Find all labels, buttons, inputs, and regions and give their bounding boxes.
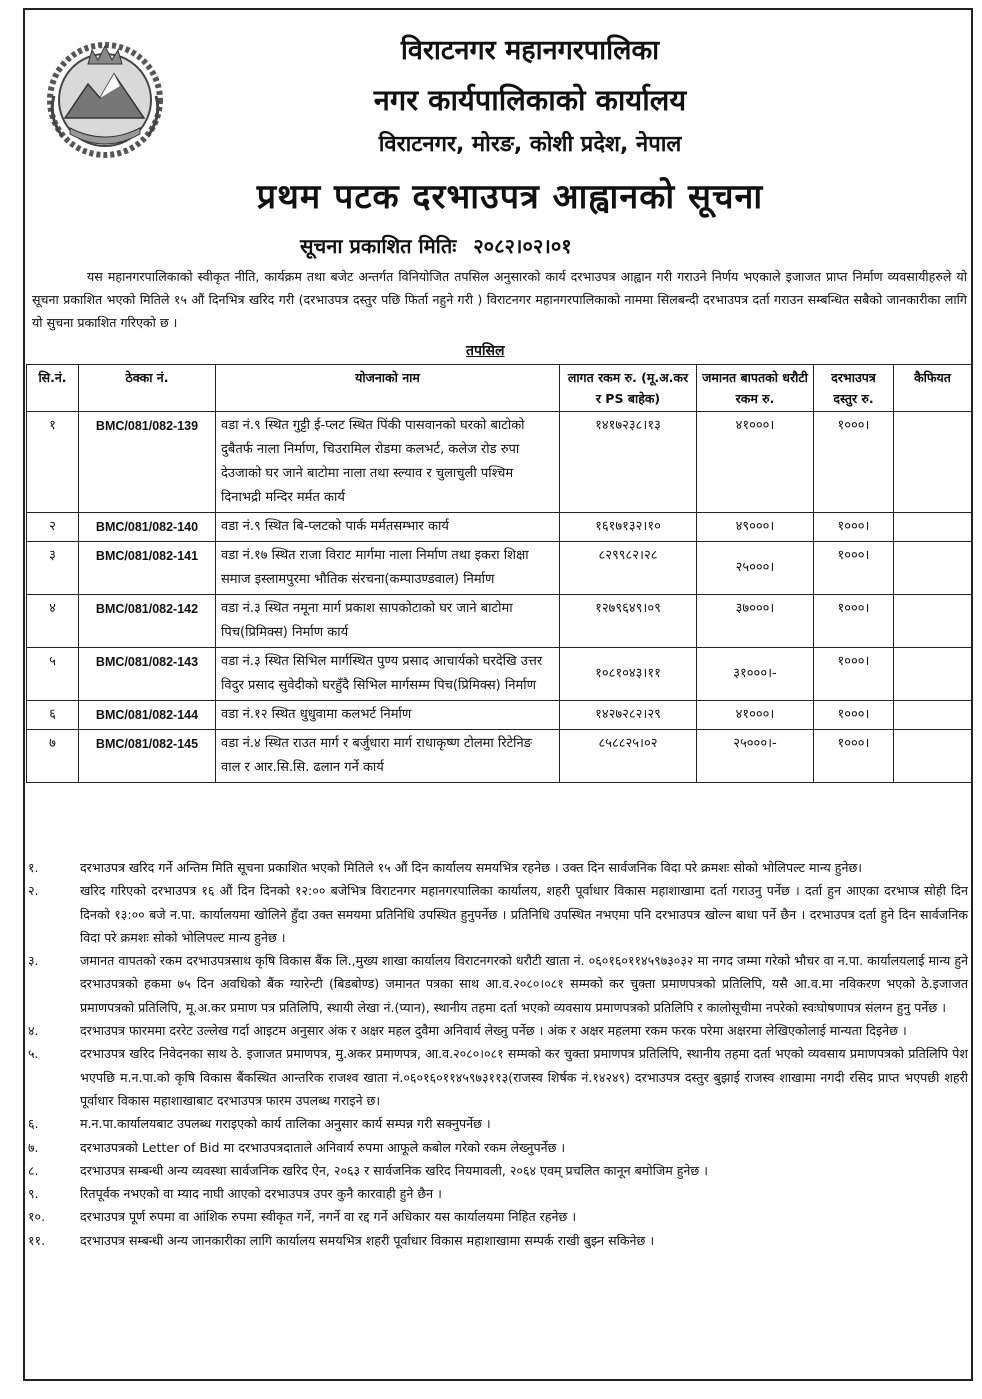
row-sn: १ bbox=[27, 412, 79, 513]
row-fee: १०००। bbox=[814, 701, 894, 730]
notice-title: प्रथम पटक दरभाउपत्र आह्वानको सूचना bbox=[256, 177, 764, 217]
row-project-name: वडा नं.९ स्थित गुट्टी ई-प्लट स्थित पिंकी पासवानको घरको बाटोको दुबैतर्फ नाला निर्माण, चिउरामिल रोडमा कलभर्ट, कलेज रोड रुपा देउजाको घर जाने बाटोमा नाला तथा स्ल्याव र चुलाचुली पश्चिम दिनाभद्री मन्दिर मर्मत कार्य bbox=[216, 412, 560, 513]
row-contract-no: BMC/081/082-145 bbox=[79, 730, 216, 783]
condition-item bbox=[28, 879, 968, 949]
row-contract-no: BMC/081/082-141 bbox=[79, 542, 216, 595]
row-sn: ४ bbox=[27, 595, 79, 648]
row-fee: १०००। bbox=[814, 542, 894, 595]
header-project-name: योजनाको नाम bbox=[216, 365, 560, 412]
row-sn: २ bbox=[27, 513, 79, 542]
condition-number: ५. bbox=[28, 1046, 39, 1062]
tender-table bbox=[26, 364, 972, 783]
row-cost: १२७९६४९।०९ bbox=[560, 595, 697, 648]
table-row bbox=[27, 513, 972, 542]
row-deposit: ४१०००। bbox=[697, 701, 814, 730]
condition-number: ४. bbox=[28, 1023, 39, 1039]
condition-number: ३. bbox=[28, 953, 39, 969]
row-project-name: वडा नं.९ स्थित बि-प्लटको पार्क मर्मतसम्भार कार्य bbox=[216, 513, 560, 542]
condition-item bbox=[28, 1042, 968, 1112]
row-contract-no: BMC/081/082-142 bbox=[79, 595, 216, 648]
condition-number: ७. bbox=[28, 1139, 39, 1155]
condition-text: दरभाउपत्र खरिद गर्ने अन्तिम मिति सूचना प्रकाशित भएको मितिले १५ औं दिन कार्यालय समयभित्र रहनेछ । उक्त दिन सार्वजनिक विदा परे क्रमशः सोको भोलिपल्ट मान्य हुनेछ। bbox=[80, 860, 863, 875]
row-remarks bbox=[894, 730, 972, 783]
condition-number: १. bbox=[28, 860, 39, 875]
row-deposit: ४९०००। bbox=[697, 513, 814, 542]
row-remarks bbox=[894, 412, 972, 513]
table-header-row bbox=[27, 365, 972, 412]
row-contract-no: BMC/081/082-144 bbox=[79, 701, 216, 730]
row-fee: १०००। bbox=[814, 412, 894, 513]
header-cost: लागत रकम रु. (मू.अ.कर र PS बाहेक) bbox=[560, 365, 697, 412]
row-cost: १६१७१३२।१० bbox=[560, 513, 697, 542]
condition-item bbox=[28, 1112, 968, 1135]
condition-number: ६. bbox=[28, 1116, 39, 1132]
condition-text: दरभाउपत्रको Letter of Bid मा दरभाउपत्रदाताले अनिवार्य रुपमा आफूले कबोल गरेको रकम लेख्नुपर्नेछ । bbox=[80, 1139, 566, 1155]
publication-date-line bbox=[300, 232, 572, 259]
row-fee: १०००। bbox=[814, 730, 894, 783]
row-deposit: ३७०००। bbox=[697, 595, 814, 648]
header-contract-no: ठेक्का नं. bbox=[79, 365, 216, 412]
header-sn: सि.नं. bbox=[27, 365, 79, 412]
row-project-name: वडा नं.१७ स्थित राजा विराट मार्गमा नाला निर्माण तथा इकरा शिक्षा समाज इस्लामपुरमा भौतिक संरचना(कम्पाउण्डवाल) निर्माण bbox=[216, 542, 560, 595]
municipality-name: विराटनगर महानगरपालिका bbox=[400, 35, 660, 66]
row-fee: १०००। bbox=[814, 513, 894, 542]
row-sn: ६ bbox=[27, 701, 79, 730]
publication-date: २०८२।०२।०१ bbox=[473, 234, 572, 258]
row-remarks bbox=[894, 595, 972, 648]
condition-item bbox=[28, 856, 968, 879]
row-project-name: वडा नं.४ स्थित राउत मार्ग र बर्जुधारा मार्ग राधाकृष्ण टोलमा रिटेनिङ वाल र आर.सि.सि. ढलान गर्ने कार्य bbox=[216, 730, 560, 783]
condition-text: दरभाउपत्र सम्बन्धी अन्य व्यवस्था सार्वजनिक खरिद ऐन, २०६३ र सार्वजनिक खरिद नियमावली, २०६४ एवम् प्रचलित कानून बमोजिम हुनेछ । bbox=[80, 1162, 709, 1178]
condition-item bbox=[28, 1205, 968, 1228]
row-project-name: वडा नं.३ स्थित सिभिल मार्गस्थित पुण्य प्रसाद आचार्यको घरदेखि उत्तर विदुर प्रसाद सुवेदीको घरहुँदै सिभिल मार्गसम्म पिच(प्रिमिक्स) निर्माण bbox=[216, 648, 560, 701]
row-fee: १०००। bbox=[814, 648, 894, 701]
condition-text: म.न.पा.कार्यालयबाट उपलब्ध गराइएको कार्य तालिका अनुसार कार्य सम्पन्न गरी सक्नुपर्नेछ । bbox=[80, 1116, 491, 1132]
row-deposit: २५०००।- bbox=[697, 730, 814, 783]
office-name: नगर कार्यपालिकाको कार्यालय bbox=[373, 83, 687, 117]
condition-text: दरभाउपत्र खरिद निवेदनका साथ ठे. इजाजत प्रमाणपत्र, मु.अकर प्रमाणपत्र, आ.व.२०८०।०८१ सम्मको कर चुक्ता प्रमाणपत्र प्रतिलिपि, स्थानीय तहमा दर्ता भएको व्यवसाय प्रमाणपत्रको प्रतिलिपि पेश भएपछि म.न.पा.को कृषि विकास बैंकस्थित आन्तरिक राजश्व खाता नं.०६०१६०११४५९७३११३(राजस्व शिर्षक नं.१४२४९) दरभाउपत्र दस्तुर बुझाई राजस्व शाखामा नगदी रसिद प्राप्त भएपछी शहरी पूर्वाधार विकास महाशाखाबाट दरभाउपत्र फारम उपलब्ध गराइने छ। bbox=[80, 1046, 968, 1108]
row-project-name: वडा नं.३ स्थित नमूना मार्ग प्रकाश सापकोटाको घर जाने बाटोमा पिच(प्रिमिक्स) निर्माण कार्य bbox=[216, 595, 560, 648]
row-deposit: ४१०००। bbox=[697, 412, 814, 513]
row-cost: १०८१०४३।११ bbox=[560, 648, 697, 701]
row-deposit: ३१०००।- bbox=[697, 648, 814, 701]
nepal-emblem-icon bbox=[40, 36, 170, 162]
header-deposit: जमानत बापतको धरौटी रकम रु. bbox=[697, 365, 814, 412]
condition-number: ९. bbox=[28, 1186, 39, 1202]
condition-item bbox=[28, 1159, 968, 1182]
condition-text: दरभाउपत्र पूर्ण रुपमा वा आंशिक रुपमा स्वीकृत गर्ने, नगर्ने वा रद्द गर्ने अधिकार यस कार्यालयमा निहित रहनेछ । bbox=[80, 1209, 577, 1225]
row-fee: १०००। bbox=[814, 595, 894, 648]
row-cost: ८२९९८२।२८ bbox=[560, 542, 697, 595]
condition-text: दरभाउपत्र फारममा दररेट उल्लेख गर्दा आइटम अनुसार अंक र अक्षर महल दुवैमा अनिवार्य लेख्नु पर्नेछ । अंक र अक्षर महलमा रकम फरक परेमा अक्षरमा लेखिएकोलाई मान्यता दिइनेछ । bbox=[80, 1023, 907, 1039]
office-address: विराटनगर, मोरङ, कोशी प्रदेश, नेपाल bbox=[378, 132, 682, 157]
row-contract-no: BMC/081/082-143 bbox=[79, 648, 216, 701]
table-row bbox=[27, 542, 972, 595]
conditions-list bbox=[28, 856, 968, 1252]
condition-number: ८. bbox=[28, 1162, 39, 1178]
row-project-name: वडा नं.१२ स्थित धुधुवामा कलभर्ट निर्माण bbox=[216, 701, 560, 730]
row-cost: १४२७२८२।२९ bbox=[560, 701, 697, 730]
header-remarks: कैफियत bbox=[894, 365, 972, 412]
row-sn: ७ bbox=[27, 730, 79, 783]
row-deposit: २५०००। bbox=[697, 542, 814, 595]
condition-item bbox=[28, 949, 968, 1019]
publication-date-label: सूचना प्रकाशित मितिः bbox=[300, 234, 457, 258]
row-contract-no: BMC/081/082-139 bbox=[79, 412, 216, 513]
table-row bbox=[27, 412, 972, 513]
row-remarks bbox=[894, 513, 972, 542]
table-row bbox=[27, 595, 972, 648]
condition-text: जमानत वापतको रकम दरभाउपत्रसाथ कृषि विकास बैंक लि.,मुख्य शाखा कार्यालय विराटनगरको धरौटी खाता नं. ०६०१६०११४५९७३०३२ मा नगद जम्मा गरेको भौचर वा न.पा. कार्यालयलाई मान्य हुने दरभाउपत्रको हकमा ७५ दिन अवधिको बैंक ग्यारेन्टी (बिडबोण्ड) जमानत पत्रका साथ आ.व.२०८०।०८१ सम्मको कर चुक्ता प्रमाणपत्रको प्रतिलिपि, यसै आ.व.मा नविकरण भएको ठे.इजाजत प्रमाणपत्रको प्रतिलिपि, मू.अ.कर प्रमाण पत्र प्रतिलिपि, स्थायी लेखा नं.(प्यान), स्थानीय तहमा दर्ता भएको व्यवसाय प्रमाणपत्रको प्रतिलिपि र कालोसूचीमा नपरेको स्वःघोषणापत्र संलग्न हुनु पर्नेछ । bbox=[80, 953, 968, 1015]
condition-item bbox=[28, 1229, 968, 1252]
schedule-heading: तपसिल bbox=[466, 343, 505, 359]
condition-number: ११. bbox=[28, 1232, 46, 1248]
condition-text: खरिद गरिएको दरभाउपत्र १६ औं दिन दिनको १२:०० बजेभित्र विराटनगर महानगरपालिका कार्यालय, शहरी पूर्वाधार विकास महाशाखामा दर्ता गराउनु पर्नेछ । दर्ता हुन आएका दरभाप्त्र सोही दिन दिनको १३:०० बजे न.पा. कार्यालयमा खोलिने हुँदा उक्त समयमा प्रतिनिधि उपस्थित हुनुपर्नेछ । प्रतिनिधि उपस्थित नभएमा पनि दरभाउपत्र खोल्न बाधा पर्ने छैन । दरभाउपत्र दर्ता हुने दिन सार्वजनिक विदा परे क्रमशः सोको भोलिपल्ट मान्य हुनेछ । bbox=[80, 883, 968, 945]
row-cost: ८५८८२५।०२ bbox=[560, 730, 697, 783]
table-row bbox=[27, 701, 972, 730]
condition-item bbox=[28, 1136, 968, 1159]
row-remarks bbox=[894, 648, 972, 701]
intro-paragraph: यस महानगरपालिकाको स्वीकृत नीति, कार्यक्रम तथा बजेट अन्तर्गत विनियोजित तपसिल अनुसारको कार्य दरभाउपत्र आह्वान गरी गराउने निर्णय भएकाले इजाजत प्राप्त निर्माण व्यवसायीहरुले यो सूचना प्रकाशित भएको मितिले १५ औं दिनभित्र खरिद गरी (दरभाउपत्र दस्तुर पछि फिर्ता नहुने गरी ) विराटनगर महानगरपालिकाको नाममा सिलबन्दी दरभाउपत्र दर्ता गराउन सम्बन्धित सबैको जानकारीका लागि यो सुचना प्रकाशित गरिएको छ । bbox=[32, 269, 967, 330]
table-row bbox=[27, 648, 972, 701]
row-remarks bbox=[894, 701, 972, 730]
row-contract-no: BMC/081/082-140 bbox=[79, 513, 216, 542]
condition-text: दरभाउपत्र सम्बन्धी अन्य जानकारीका लागि कार्यालय समयभित्र शहरी पूर्वाधार विकास महाशाखामा सम्पर्क राखी बुझ्न सकिनेछ । bbox=[80, 1232, 655, 1248]
condition-number: १०. bbox=[28, 1209, 46, 1225]
condition-item bbox=[28, 1019, 968, 1042]
condition-item bbox=[28, 1182, 968, 1205]
row-sn: ३ bbox=[27, 542, 79, 595]
header-fee: दरभाउपत्र दस्तुर रु. bbox=[814, 365, 894, 412]
table-row bbox=[27, 730, 972, 783]
row-remarks bbox=[894, 542, 972, 595]
condition-text: रितपूर्वक नभएको वा म्याद नाघी आएको दरभाउपत्र उपर कुनै कारवाही हुने छैन । bbox=[80, 1186, 442, 1202]
condition-number: २. bbox=[28, 883, 39, 899]
row-sn: ५ bbox=[27, 648, 79, 701]
row-cost: १४१७२३८।१३ bbox=[560, 412, 697, 513]
